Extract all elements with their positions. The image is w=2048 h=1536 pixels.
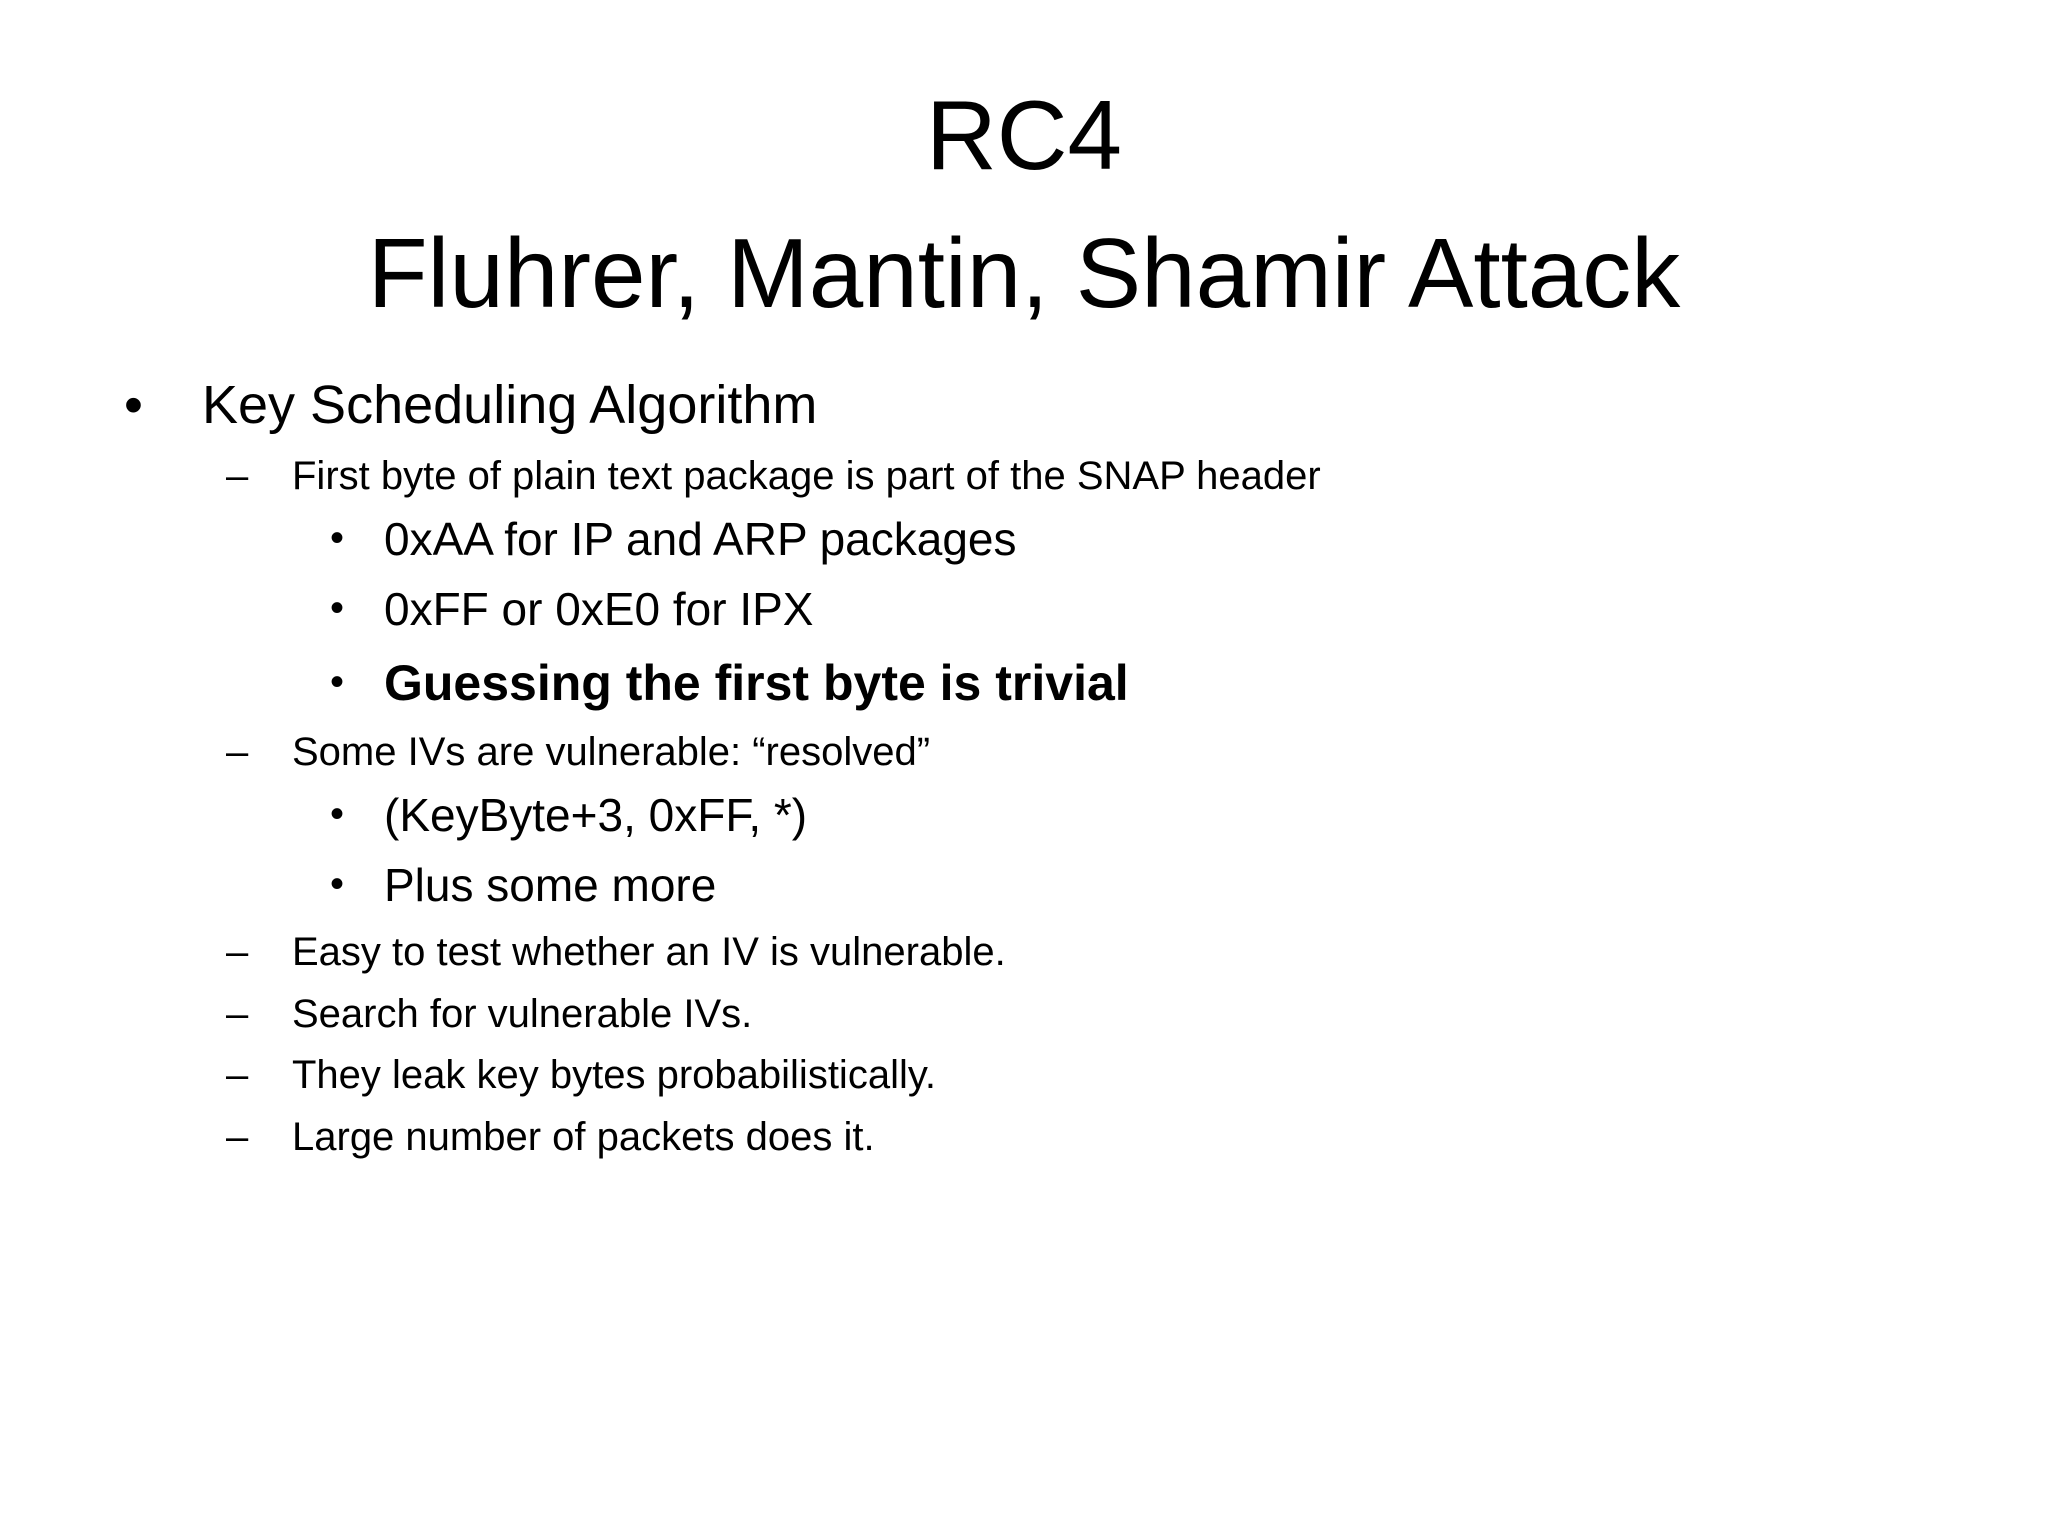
- sub-sub-item-text: Plus some more: [384, 859, 717, 911]
- sub-sub-item-text: 0xFF or 0xE0 for IPX: [384, 583, 814, 635]
- sub-sub-item-text: 0xAA for IP and ARP packages: [384, 513, 1017, 565]
- sub-sub-item-text-bold: Guessing the first byte is trivial: [384, 655, 1129, 711]
- bullet-marker: •: [330, 660, 345, 704]
- bullet-marker: •: [330, 586, 345, 630]
- bullet-marker: •: [330, 862, 345, 906]
- dash-marker: –: [226, 1115, 249, 1159]
- sub-item-text: First byte of plain text package is part of the SNAP header: [292, 454, 1321, 498]
- sub-item-text: Search for vulnerable IVs.: [292, 992, 753, 1036]
- sub-item-text: Large number of packets does it.: [292, 1115, 875, 1159]
- sub-item-text: They leak key bytes probabilistically.: [292, 1053, 936, 1097]
- dash-marker: –: [226, 730, 249, 774]
- bullet-text: Key Scheduling Algorithm: [202, 375, 818, 435]
- sub-sub-item-text: (KeyByte+3, 0xFF, *): [384, 789, 808, 841]
- dash-marker: –: [226, 992, 249, 1036]
- bullet-marker: •: [330, 792, 345, 836]
- sub-item-text: Some IVs are vulnerable: “resolved”: [292, 730, 931, 774]
- slide-title-line-2: Fluhrer, Mantin, Shamir Attack: [367, 218, 1681, 328]
- slide-title-line-1: RC4: [925, 80, 1123, 190]
- dash-marker: –: [226, 930, 249, 974]
- sub-item-text: Easy to test whether an IV is vulnerable.: [292, 930, 1006, 974]
- bullet-marker: •: [330, 516, 345, 560]
- bullet-marker: •: [124, 375, 143, 435]
- dash-marker: –: [226, 454, 249, 498]
- dash-marker: –: [226, 1053, 249, 1097]
